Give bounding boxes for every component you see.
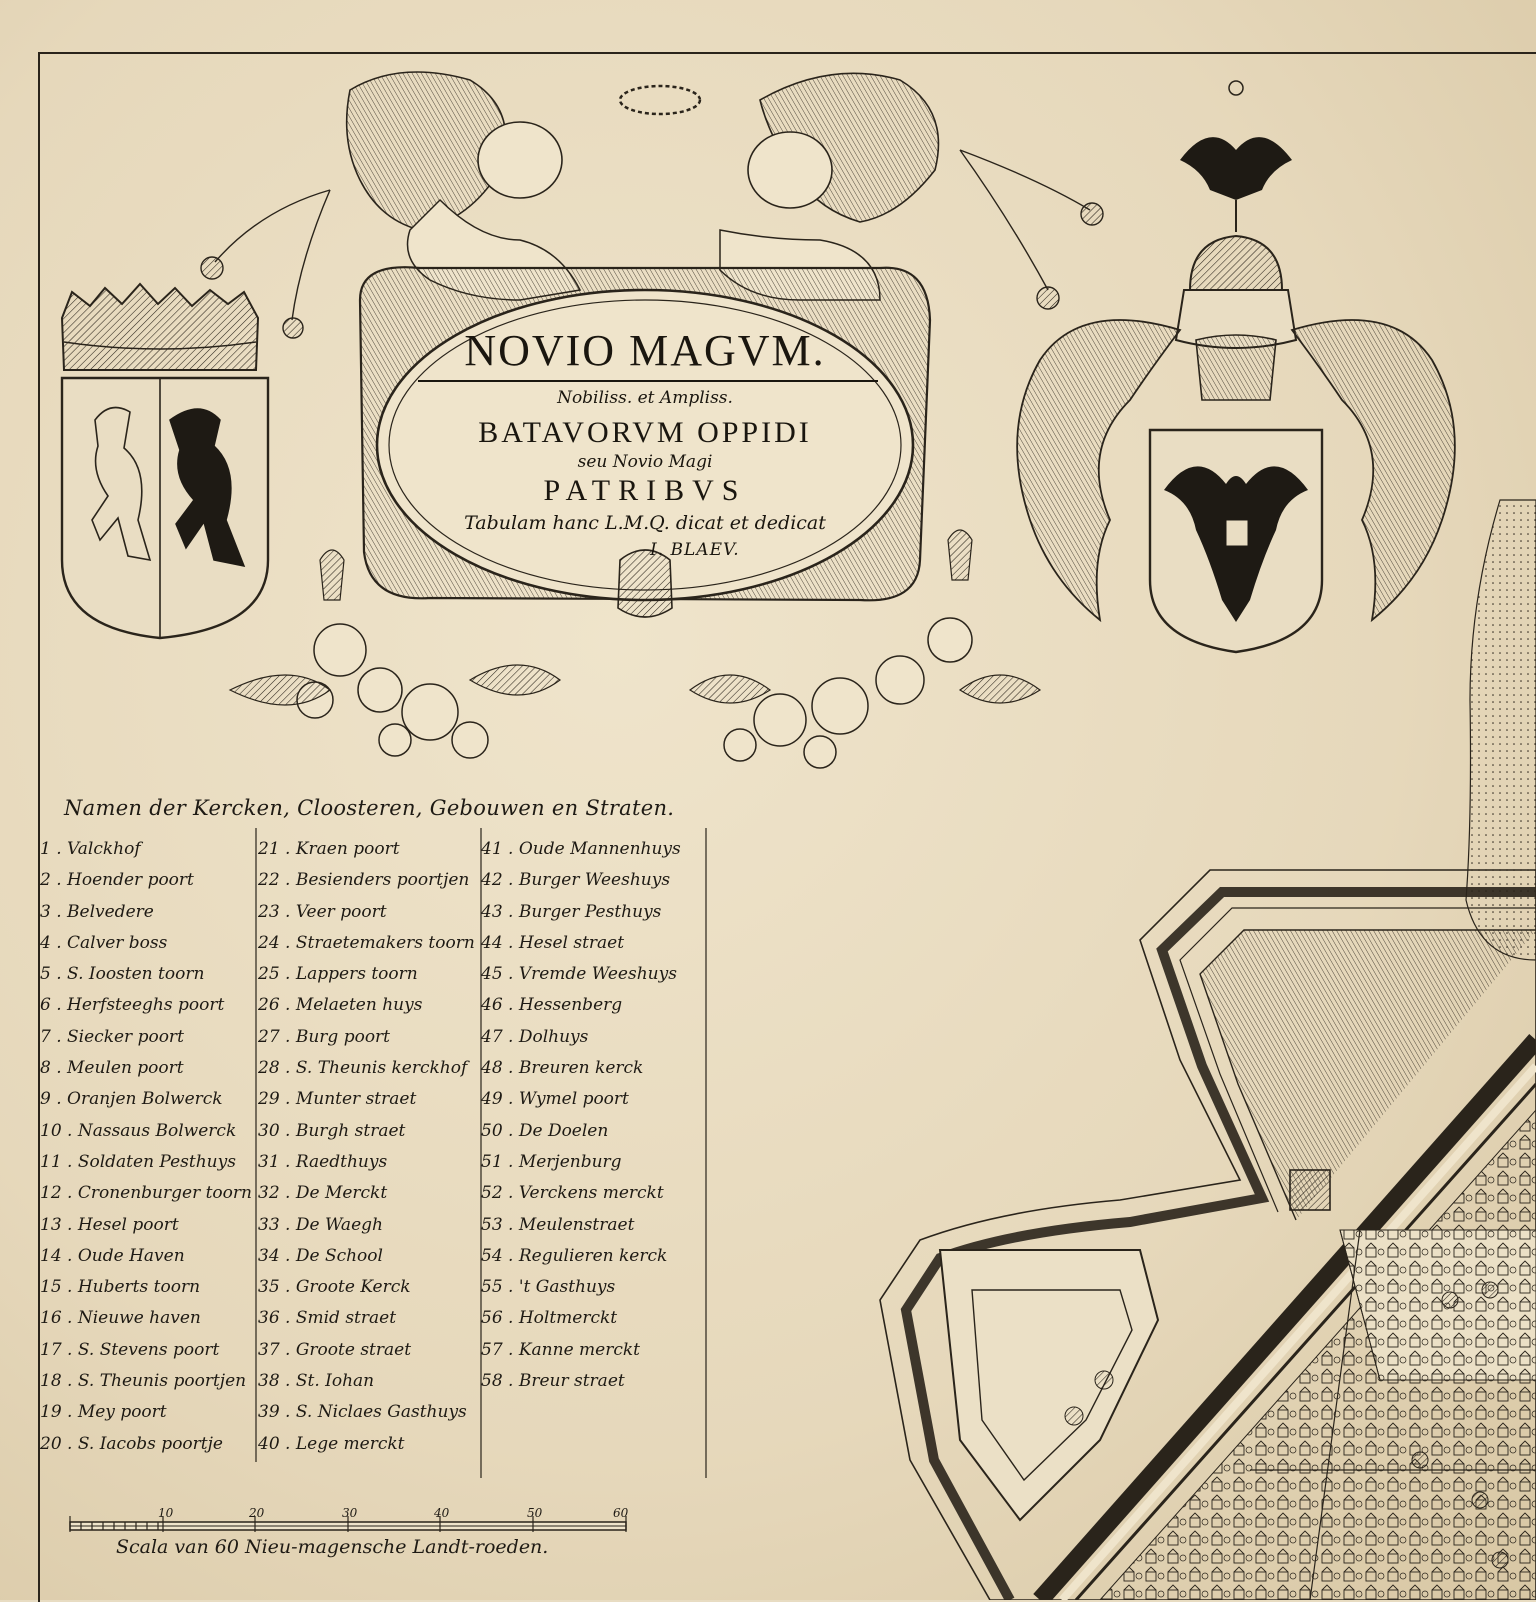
legend-item: 19 . Mey poort (40, 1402, 167, 1423)
legend-item: 44 . Hesel straet (481, 932, 625, 953)
legend-item: 32 . De Merckt (258, 1183, 388, 1204)
legend-item: 20 . S. Iacobs poortje (40, 1433, 223, 1454)
scale-tick-label: 40 (434, 1506, 450, 1520)
city-plan (880, 500, 1536, 1600)
legend-item: 58 . Breur straet (481, 1371, 625, 1392)
legend-item: 37 . Groote straet (258, 1339, 412, 1360)
legend-item: 15 . Huberts toorn (40, 1277, 201, 1298)
legend-item: 3 . Belvedere (40, 901, 154, 922)
cartouche-line-5: Tabulam hanc L.M.Q. dicat et dedicat (464, 512, 826, 534)
legend-item: 55 . 't Gasthuys (481, 1277, 616, 1298)
legend-item: 49 . Wymel poort (481, 1089, 629, 1110)
scale-tick-label: 30 (342, 1506, 358, 1520)
legend-item: 50 . De Doelen (481, 1120, 609, 1141)
legend-item: 56 . Holtmerckt (481, 1308, 618, 1329)
legend-item: 17 . S. Stevens poort (40, 1339, 220, 1360)
legend-item: 25 . Lappers toorn (258, 964, 418, 985)
legend-item: 7 . Siecker poort (40, 1026, 184, 1047)
legend-item: 26 . Melaeten huys (258, 995, 423, 1016)
legend-item: 24 . Straetemakers toorn (258, 932, 475, 953)
legend-item: 46 . Hessenberg (481, 995, 623, 1016)
legend-column-3 (481, 834, 681, 1397)
legend-item: 38 . St. Iohan (258, 1371, 375, 1392)
legend-item: 8 . Meulen poort (40, 1058, 184, 1079)
legend-item: 6 . Herfsteeghs poort (40, 995, 225, 1016)
legend-item: 22 . Besienders poortjen (258, 870, 470, 891)
legend-item: 27 . Burg poort (258, 1026, 391, 1047)
legend-item: 16 . Nieuwe haven (40, 1308, 201, 1329)
legend-item: 39 . S. Niclaes Gasthuys (258, 1402, 467, 1423)
legend-item: 12 . Cronenburger toorn (40, 1183, 252, 1204)
scale-tick-label: 50 (527, 1506, 543, 1520)
legend-item: 43 . Burger Pesthuys (481, 901, 662, 922)
legend-item: 30 . Burgh straet (258, 1120, 406, 1141)
title-rule (418, 380, 878, 382)
legend-item: 13 . Hesel poort (40, 1214, 179, 1235)
legend-column-1 (40, 834, 252, 1460)
double-eagle-coat-of-arms-icon (1017, 81, 1455, 652)
scale-tick-label: 10 (158, 1506, 174, 1520)
legend-column-2 (258, 834, 475, 1460)
cartouche-line-4: PATRIBVS (543, 474, 747, 507)
legend-item: 4 . Calver boss (40, 932, 168, 953)
legend-item: 51 . Merjenburg (481, 1151, 622, 1172)
legend-item: 52 . Verckens merckt (481, 1183, 664, 1204)
legend-heading: Namen der Kercken, Cloosteren, Gebouwen en Straten. (64, 796, 675, 820)
cartouche-line-2: BATAVORVM OPPIDI (478, 416, 812, 449)
legend-item: 53 . Meulenstraet (481, 1214, 635, 1235)
legend-item: 10 . Nassaus Bolwerck (40, 1120, 237, 1141)
lion-coat-of-arms-icon (62, 284, 268, 638)
legend-item: 1 . Valckhof (40, 839, 141, 859)
legend-item: 54 . Regulieren kerck (481, 1245, 668, 1266)
legend-item: 18 . S. Theunis poortjen (40, 1371, 247, 1392)
map-title: NOVIO MAGVM. (464, 326, 826, 375)
legend-item: 2 . Hoender poort (40, 870, 194, 891)
legend-item: 11 . Soldaten Pesthuys (40, 1151, 236, 1172)
cartouche-line-1: Nobiliss. et Ampliss. (557, 388, 733, 408)
scale-tick-label: 60 (613, 1506, 629, 1520)
legend-item: 35 . Groote Kerck (258, 1277, 411, 1298)
cartouche-line-3: seu Novio Magi (577, 452, 713, 472)
legend-item: 36 . Smid straet (258, 1308, 397, 1329)
legend-item: 33 . De Waegh (258, 1214, 383, 1235)
legend-item: 21 . Kraen poort (258, 839, 400, 859)
legend-item: 34 . De School (258, 1245, 383, 1266)
legend-item: 29 . Munter straet (258, 1089, 417, 1110)
legend-item: 31 . Raedthuys (258, 1151, 388, 1172)
legend-item: 23 . Veer poort (258, 901, 387, 922)
legend-item: 42 . Burger Weeshuys (481, 870, 671, 891)
legend-item: 48 . Breuren kerck (481, 1058, 644, 1079)
scale-label: Scala van 60 Nieu-magensche Landt-roeden. (116, 1536, 549, 1558)
legend-item: 47 . Dolhuys (481, 1026, 589, 1047)
scale-tick-label: 20 (249, 1506, 265, 1520)
legend-item: 14 . Oude Haven (40, 1245, 185, 1266)
legend-item: 45 . Vremde Weeshuys (481, 964, 677, 985)
legend-item: 5 . S. Ioosten toorn (40, 964, 205, 985)
legend-item: 41 . Oude Mannenhuys (481, 839, 681, 859)
legend-item: 57 . Kanne merckt (481, 1339, 641, 1360)
legend-item: 40 . Lege merckt (258, 1433, 405, 1454)
legend-item: 28 . S. Theunis kerckhof (258, 1058, 468, 1079)
legend-item: 9 . Oranjen Bolwerck (40, 1089, 223, 1110)
cartouche-engraver: I. BLAEV. (650, 540, 740, 560)
